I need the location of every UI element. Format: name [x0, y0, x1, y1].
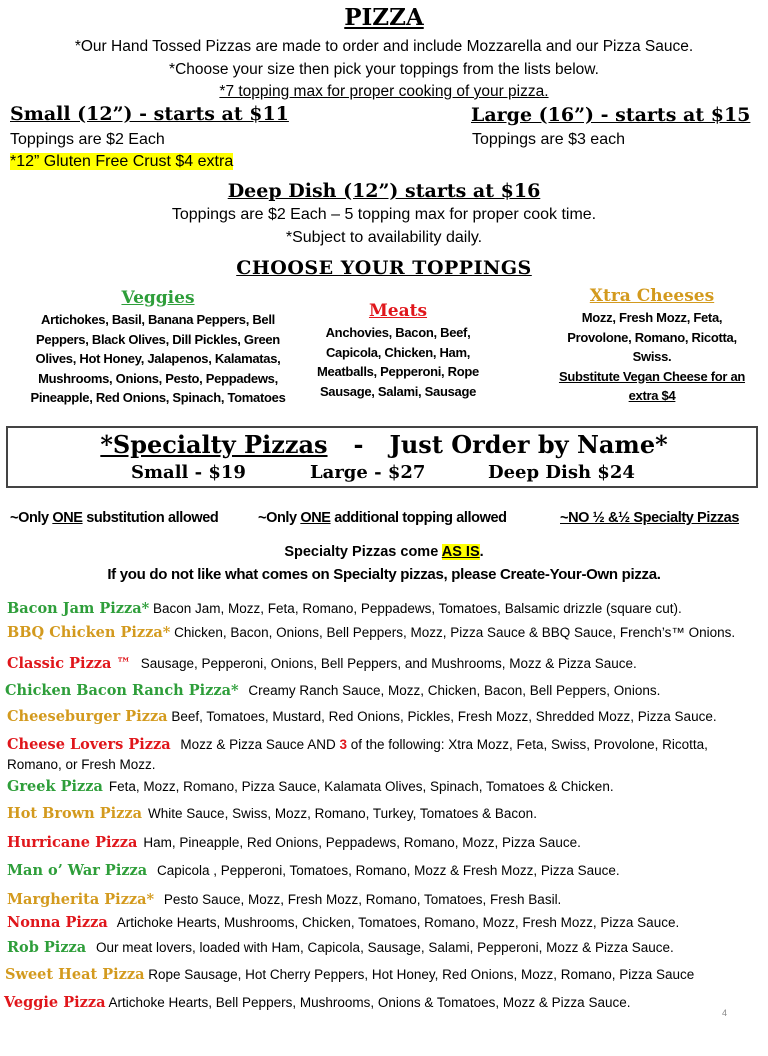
intro-line-1: *Our Hand Tossed Pizzas are made to order and include Mozzarella and our Pizza Sauce.: [74, 38, 694, 55]
pizza-item: [7, 861, 757, 881]
pizza-item: [7, 735, 757, 775]
meats-line: Anchovies, Bacon, Beef,: [325, 325, 471, 340]
pizza-name: Margherita Pizza*: [7, 891, 155, 908]
pizza-name: Hot Brown Pizza: [7, 805, 143, 822]
deep-dish-heading: Deep Dish (12”) starts at $16: [227, 180, 541, 202]
pizza-description: Artichoke Hearts, Mushrooms, Chicken, Tomatoes, Romano, Mozz, Fresh Mozz, Pizza Sauce.: [116, 915, 680, 930]
rule-emphasis: ONE: [300, 510, 331, 526]
gluten-free-note: *12” Gluten Free Crust $4 extra: [10, 153, 234, 170]
specialty-price-large: Large - $27: [310, 462, 426, 483]
pizza-name: Bacon Jam Pizza*: [7, 600, 150, 617]
specialty-title: [0, 430, 768, 459]
deep-dish-toppings-price: Toppings are $2 Each – 5 topping max for proper cook time.: [171, 206, 597, 223]
rule-additional-topping: [258, 510, 507, 526]
specialty-title-b: Just Order by Name*: [389, 430, 668, 459]
small-toppings-price: Toppings are $2 Each: [10, 131, 165, 148]
cheeses-line: Swiss.: [632, 349, 672, 364]
as-is-text: Specialty Pizzas come: [284, 544, 442, 560]
vegan-cheese-line: extra $4: [628, 388, 676, 403]
meats-section: [300, 301, 496, 401]
meats-line: Capicola, Chicken, Ham,: [325, 344, 471, 360]
pizza-description: Chicken, Bacon, Onions, Bell Peppers, Mozz, Pizza Sauce & BBQ Sauce, French’s™ Onions.: [174, 625, 736, 640]
pizza-name: Cheese Lovers Pizza: [7, 736, 171, 753]
veggies-line: Mushrooms, Onions, Pesto, Peppadews,: [38, 370, 278, 386]
pizza-description: Capicola , Pepperoni, Tomatoes, Romano, Mozz & Fresh Mozz, Pizza Sauce.: [156, 863, 620, 878]
intro-line-3: *7 topping max for proper cooking of your pizza.: [219, 83, 549, 100]
veggies-line: Olives, Hot Honey, Jalapenos, Kalamatas,: [35, 351, 281, 366]
pizza-description: Bacon Jam, Mozz, Feta, Romano, Peppadews, Tomatoes, Balsamic drizzle (square cut).: [153, 601, 682, 616]
pizza-item: [7, 913, 757, 933]
rule-substitution: [10, 510, 218, 526]
cheeses-section: [540, 286, 764, 406]
small-size-heading: Small (12”) - starts at $11: [10, 103, 289, 125]
cheeses-line: Mozz, Fresh Mozz, Feta,: [581, 310, 723, 325]
pizza-item: [7, 777, 757, 797]
pizza-item: [7, 654, 757, 674]
pizza-name: Nonna Pizza: [7, 914, 108, 931]
specialty-title-a: *Specialty Pizzas: [100, 430, 328, 459]
pizza-description: Feta, Mozz, Romano, Pizza Sauce, Kalamata Olives, Spinach, Tomatoes & Chicken.: [108, 779, 614, 794]
large-toppings-price: Toppings are $3 each: [472, 131, 625, 148]
vegan-cheese-line: Substitute Vegan Cheese for an: [558, 368, 746, 384]
meats-title: Meats: [368, 301, 428, 321]
page-title: PIZZA: [344, 4, 424, 31]
pizza-description: Creamy Ranch Sauce, Mozz, Chicken, Bacon, Bell Peppers, Onions.: [248, 683, 661, 698]
pizza-description: Sausage, Pepperoni, Onions, Bell Peppers, and Mushrooms, Mozz & Pizza Sauce.: [140, 656, 637, 671]
large-size-heading: Large (16”) - starts at $15: [471, 104, 751, 126]
veggies-line: Peppers, Black Olives, Dill Pickles, Green: [36, 331, 280, 347]
cheeses-line: Provolone, Romano, Ricotta,: [567, 329, 737, 345]
specialty-title-sep: -: [353, 430, 364, 459]
pizza-description: Our meat lovers, loaded with Ham, Capicola, Sausage, Salami, Pepperoni, Mozz & Pizza Sauce.: [95, 940, 674, 955]
as-is-note: [0, 544, 768, 560]
pizza-name: Veggie Pizza: [4, 994, 106, 1011]
pizza-name: BBQ Chicken Pizza*: [7, 624, 171, 641]
specialty-price-deep: Deep Dish $24: [488, 462, 635, 483]
pizza-name: Sweet Heat Pizza: [5, 966, 145, 983]
rule-text: substitution allowed: [82, 510, 219, 526]
meats-line: Meatballs, Pepperoni, Rope: [317, 364, 479, 379]
create-your-own-note: If you do not like what comes on Specialty pizzas, please Create-Your-Own pizza.: [107, 566, 661, 583]
toppings-heading: CHOOSE YOUR TOPPINGS: [236, 257, 532, 279]
meats-line: Sausage, Salami, Sausage: [319, 383, 477, 399]
rule-text: ~Only: [258, 510, 301, 526]
as-is-emphasis: AS IS: [441, 544, 480, 560]
pizza-description: of the following: Xtra Mozz, Feta, Swiss, Provolone, Ricotta, Romano, or Fresh Mozz.: [7, 737, 708, 772]
pizza-description-count: 3: [339, 737, 347, 752]
rule-no-half: ~NO ½ &½ Specialty Pizzas: [560, 510, 739, 526]
pizza-name: Man o’ War Pizza: [7, 862, 148, 879]
pizza-name: Cheeseburger Pizza: [7, 708, 168, 725]
pizza-description: Pesto Sauce, Mozz, Fresh Mozz, Romano, Tomatoes, Fresh Basil.: [163, 892, 562, 907]
veggies-title: Veggies: [121, 288, 195, 308]
pizza-item: [7, 890, 757, 910]
pizza-name: Hurricane Pizza: [7, 834, 138, 851]
pizza-description: Ham, Pineapple, Red Onions, Peppadews, Romano, Mozz, Pizza Sauce.: [143, 835, 581, 850]
cheeses-title: Xtra Cheeses: [589, 286, 715, 306]
pizza-description: Beef, Tomatoes, Mustard, Red Onions, Pickles, Fresh Mozz, Shredded Mozz, Pizza Sauce.: [171, 709, 717, 724]
pizza-description: White Sauce, Swiss, Mozz, Romano, Turkey, Tomatoes & Bacon.: [148, 806, 537, 821]
page-number: 4: [722, 1008, 728, 1018]
pizza-name: Greek Pizza: [7, 778, 103, 795]
pizza-item: [7, 599, 757, 619]
pizza-description: Mozz & Pizza Sauce AND: [180, 737, 340, 752]
pizza-item: [7, 623, 757, 643]
rule-text: ~Only: [10, 510, 53, 526]
pizza-item: [7, 833, 757, 853]
pizza-item: [7, 938, 757, 958]
rule-text: additional topping allowed: [330, 510, 507, 526]
pizza-name: Classic Pizza ™: [7, 655, 131, 672]
specialty-price-small: Small - $19: [131, 462, 246, 483]
pizza-item: [7, 804, 757, 824]
intro-line-2: *Choose your size then pick your toppings from the lists below.: [169, 61, 599, 78]
deep-dish-availability: *Subject to availability daily.: [285, 229, 483, 246]
pizza-name: Rob Pizza: [7, 939, 87, 956]
pizza-description: Rope Sausage, Hot Cherry Peppers, Hot Honey, Red Onions, Mozz, Romano, Pizza Sauce: [148, 967, 695, 982]
pizza-description: Artichoke Hearts, Bell Peppers, Mushrooms, Onions & Tomatoes, Mozz & Pizza Sauce.: [108, 995, 631, 1010]
veggies-line: Pineapple, Red Onions, Spinach, Tomatoes: [30, 390, 286, 405]
pizza-item: [5, 681, 755, 701]
pizza-item: [7, 707, 757, 727]
as-is-text: .: [479, 544, 484, 560]
rule-emphasis: ONE: [52, 510, 83, 526]
pizza-item: [4, 993, 754, 1013]
veggies-line: Artichokes, Basil, Banana Peppers, Bell: [41, 312, 275, 327]
pizza-name: Chicken Bacon Ranch Pizza*: [5, 682, 239, 699]
pizza-item: [5, 965, 755, 985]
veggies-section: [18, 288, 298, 408]
